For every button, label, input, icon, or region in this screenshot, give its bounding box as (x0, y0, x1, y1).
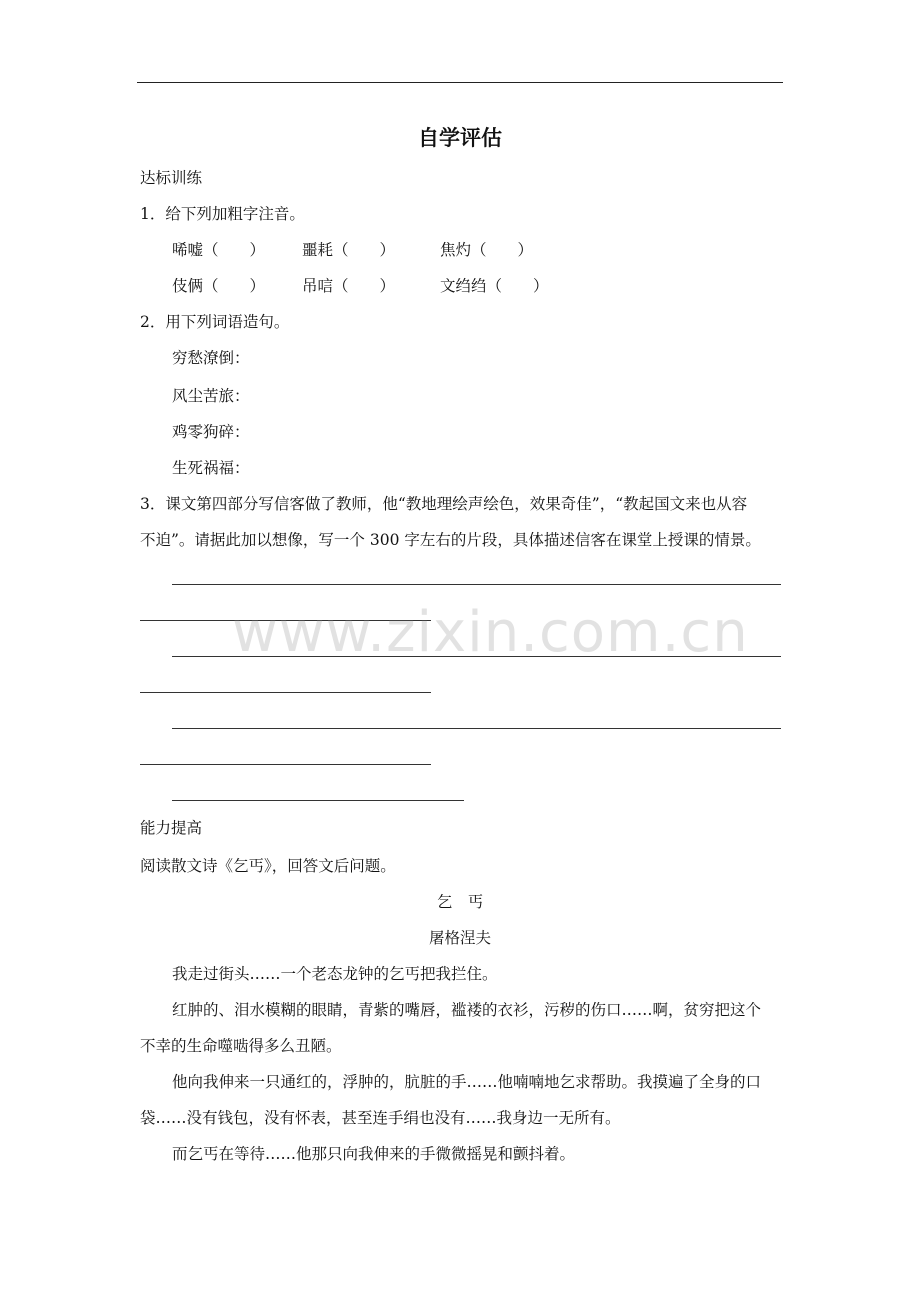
question-3-line-1: 3．课文第四部分写信客做了教师，他“教地理绘声绘色，效果奇佳”，“教起国文来也从容 (140, 495, 748, 513)
poem-paragraph-3-line-2: 袋……没有钱包，没有怀表，甚至连手绢也没有……我身边一无所有。 (140, 1109, 621, 1127)
answer-line (172, 800, 464, 801)
pinyin-item-xixu: 唏嘘（ ） (172, 241, 266, 259)
answer-line (172, 728, 781, 729)
page-title: 自学评估 (418, 126, 502, 150)
pinyin-item-ehao: 噩耗（ ） (302, 241, 396, 259)
poem-paragraph-1: 我走过街头……一个老态龙钟的乞丐把我拦住。 (172, 965, 498, 983)
question-1-stem: 1．给下列加粗字注音。 (140, 205, 305, 223)
poem-author: 屠格涅夫 (428, 929, 491, 947)
pinyin-item-jiliang: 伎俩（ ） (172, 277, 266, 295)
section-heading-ability: 能力提高 (140, 819, 203, 837)
section-heading-standard-training: 达标训练 (140, 169, 203, 187)
poem-paragraph-3-line-1: 他向我伸来一只通红的，浮肿的，肮脏的手……他喃喃地乞求帮助。我摸遍了全身的口 (172, 1073, 762, 1091)
poem-title: 乞 丐 (436, 893, 484, 911)
poem-paragraph-2-line-1: 红肿的、泪水模糊的眼睛，青紫的嘴唇，褴褛的衣衫，污秽的伤口……啊，贫穷把这个 (172, 1001, 762, 1019)
poem-paragraph-4: 而乞丐在等待……他那只向我伸来的手微微摇晃和颤抖着。 (172, 1145, 576, 1163)
header-rule (137, 82, 783, 83)
reading-instruction: 阅读散文诗《乞丐》，回答文后问题。 (140, 857, 396, 875)
sentence-item-4: 生死祸福： (172, 459, 250, 477)
sentence-item-1: 穷愁潦倒： (172, 349, 250, 367)
pinyin-item-wenzhouzhou: 文绉绉（ ） (440, 277, 549, 295)
question-2-stem: 2．用下列词语造句。 (140, 313, 290, 331)
sentence-item-2: 风尘苦旅： (172, 387, 250, 405)
answer-line (172, 584, 781, 585)
poem-paragraph-2-line-2: 不幸的生命噬啮得多么丑陋。 (140, 1037, 342, 1055)
pinyin-item-diaoyan: 吊唁（ ） (302, 277, 396, 295)
answer-line (140, 692, 431, 693)
pinyin-item-jiaozhuo: 焦灼（ ） (440, 241, 534, 259)
watermark: www.zixin.com.cn (232, 600, 749, 665)
question-3-line-2: 不迫”。请据此加以想像，写一个 300 字左右的片段，具体描述信客在课堂上授课的情景。 (140, 531, 761, 549)
answer-line (140, 764, 431, 765)
sentence-item-3: 鸡零狗碎： (172, 423, 250, 441)
